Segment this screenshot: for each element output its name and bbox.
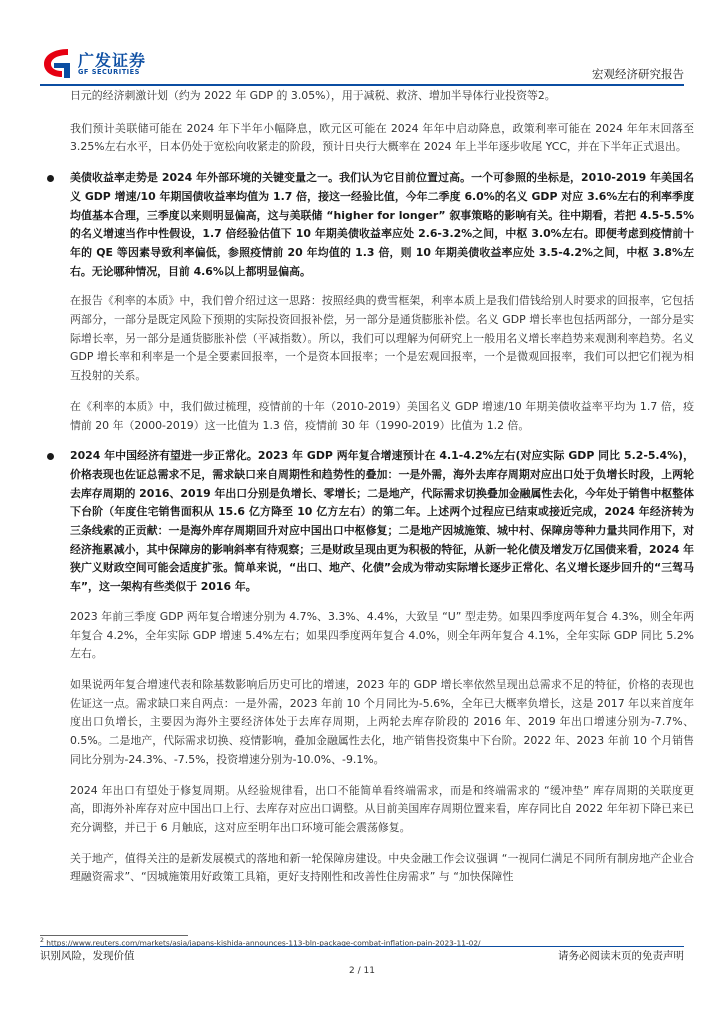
paragraph-rate-cut-outlook: 我们预计美联储可能在 2024 年下半年小幅降息，欧元区可能在 2024 年年中启动降息，政策利率可能在 2024 年年末回落至 3.25%左右水平，日本仍处于宽松向收紧走的阶段，预计日央行大概率在 2024 年上半年逐步收尾 YCC，并在下半年正式退出。 (70, 121, 694, 154)
footnote-marker: 2 (40, 937, 44, 944)
paragraph-japan-stimulus: 日元的经济刺激计划（约为 2022 年 GDP 的 3.05%），用于减税、救济、增加半导体行业投资等2。 (70, 89, 556, 102)
footer-slogan: 识别风险，发现价值 (40, 950, 135, 962)
bullet-china-economy-2024 (70, 447, 694, 597)
bullet-dot-icon (47, 175, 54, 182)
footnote-divider (40, 935, 188, 936)
logo-english-name: GF SECURITIES (78, 68, 140, 76)
gf-logo-mark-icon (40, 46, 76, 80)
report-type-label: 宏观经济研究报告 (592, 67, 684, 81)
page-number: 2 / 11 (349, 966, 375, 976)
bullet-text: 2024 年中国经济有望进一步正常化。2023 年 GDP 两年复合增速预计在 4.1-4.2%左右(对应实际 GDP 同比 5.2-5.4%)，价格表现也佐证总需求不足，需求缺口来自周期性和趋势性的叠加：一是外需，海外去库存周期对应出口处于负增长时段，上两轮去库存周期的 2016、2019 年出口分别是负增长、零增长；二是地产，代际需求切换叠加金融属性去化，今年处于销售中枢整体下台阶（年度住宅销售面积从 15.6 亿方降至 10 亿方左右）的第二年。上述两个过程应已结束或接近完成，2024 年经济转为三条线索的正贡献：一是海外库存周期回升对应中国出口中枢修复；二是地产因城施策、城中村、保障房等种力量共同作用下，对经济拖累减小，其中保障房的影响斜率有待观察；三是财政呈现由更为积极的特征，从新一轮化债及增发万亿国债来看，2024 年狭广义财政空间可能会适度扩张。简单来说，“出口、地产、化债”会成为带动实际增长逐步正常化、名义增长逐步回升的“三驾马车”，这一架构有些类似于 2016 年。 (70, 449, 694, 594)
header-divider (40, 84, 684, 86)
logo-chinese-name: 广发证券 (78, 51, 147, 70)
page-header (0, 0, 724, 86)
report-body (70, 87, 694, 899)
footer-disclaimer: 请务必阅读末页的免责声明 (558, 950, 684, 962)
paragraph-demand-gap: 如果说两年复合增速代表和除基数影响后历史可比的增速，2023 年的 GDP 增长率依然呈现出总需求不足的特征，价格的表现也佐证这一点。需求缺口来自两点：一是外需，2023 年前 10 个月同比为-5.6%，全年已大概率负增长，这是 2017 年以来首度年度出口负增长，主要因为海外主要经济体处于去库存周期，上两轮去库存阶段的 2016 年、2019 年出口增速分别为-7.7%、0.5%。二是地产，代际需求切换、疫情影响，叠加金融属性去化，地产销售投资集中下台阶。2022 年、2023 年前 10 个月销售同比分别为-24.3%、-7.5%，投资增速分别为-10.0%、-9.1%。 (70, 677, 694, 766)
bullet-dot-icon (47, 453, 54, 460)
footnote-url[interactable]: https://www.reuters.com/markets/asia/japans-kishida-announces-113-bln-package-combat-inflation-pain-2023-11-02/ (46, 938, 481, 948)
paragraph-gdp-growth-2023: 2023 年前三季度 GDP 两年复合增速分别为 4.7%、3.3%、4.4%，大致呈 “U” 型走势。如果四季度两年复合 4.3%，则全年两年复合 4.2%，全年实际 GDP 增速 5.4%左右；如果四季度两年复合 4.0%，则全年两年复合 4.1%，全年实际 GDP 同比 5.2%左右。 (70, 609, 694, 661)
bullet-text: 美债收益率走势是 2024 年外部环境的关键变量之一。我们认为它目前位置过高。一个可参照的坐标是，2010-2019 年美国名义 GDP 增速/10 年期国债收益率均值为 1.7 倍，接这一经验比值，今年二季度 6.0%的名义 GDP 对应 3.6%左右的利率季度均值基本合理，三季度以来则明显偏高，这与美联储 “higher for longer” 叙事策略的影响有关。往中期看，若把 4.5-5.5%的名义增速当作中性假设，1.7 倍经验估值下 10 年期美债收益率应处 2.6-3.2%之间，中枢 3.0%左右。即便考虑到疫情前十年的 QE 等因素导致利率偏低，参照疫情前 20 年均值的 1.3 倍，则 10 年期美债收益率应处 3.5-4.2%之间，中枢 3.8%左右。无论哪种情况，目前 4.6%以上都明显偏高。 (70, 171, 694, 278)
paragraph-gdp-yield-ratio: 在《利率的本质》中，我们做过梳理，疫情前的十年（2010-2019）美国名义 GDP 增速/10 年期美债收益率平均为 1.7 倍，疫情前 20 年（2000-2019）这一比值为 1.3 倍，疫情前 30 年（1990-2019）比值为 1.2 倍。 (70, 399, 694, 432)
footer-divider (40, 946, 684, 947)
company-logo (40, 46, 160, 82)
bullet-us-treasury-yield (70, 169, 694, 281)
paragraph-real-estate: 关于地产，值得关注的是新发展模式的落地和新一轮保障房建设。中央金融工作会议强调 “一视同仁满足不同所有制房地产企业合理融资需求”、“因城施策用好政策工具箱，更好支持刚性和改善性住房需求” 与 “加快保障性 (70, 851, 694, 884)
paragraph-export-recovery: 2024 年出口有望处于修复周期。从经验规律看，出口不能简单看终端需求，而是和终端需求的 “缓冲垫” 库存周期的关联度更高，即海外补库存对应中国出口上行、去库存对应出口调整。从目前美国库存周期位置来看，库存同比自 2022 年年初下降已来已充分调整，并已于 6 月触底，这对应至明年出口环境可能会震荡修复。 (70, 783, 694, 834)
paragraph-nature-of-interest-rates: 在报告《利率的本质》中，我们曾介绍过这一思路：按照经典的费雪框架，利率本质上是我们借钱给别人时要求的回报率，它包括两部分，一部分是既定风险下预期的实际投资回报补偿，另一部分是通货膨胀补偿。名义 GDP 增长率也包括两部分，一部分是实际增长率，另一部分是通货膨胀补偿（平减指数）。所以，我们可以理解为何研究上一般用名义增长率趋势来观测利率趋势。名义 GDP 增长率和利率是一个是全要素回报率，一个是资本回报率；一个是宏观回报率，一个是微观回报率，我们可以把它们视为相互投射的关系。 (70, 294, 694, 383)
